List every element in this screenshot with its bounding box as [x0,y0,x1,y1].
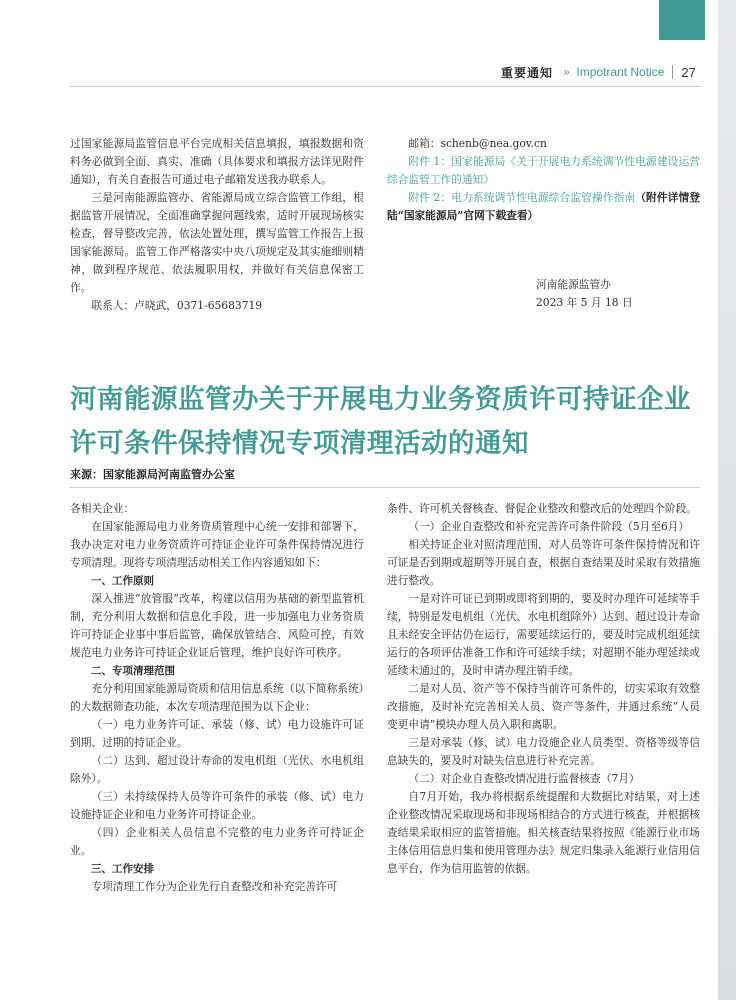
stage-heading: （二）对企业自查整改情况进行监督核查（7月） [408,772,640,785]
running-header [501,62,696,82]
section-title: 重要通知 [501,65,554,80]
paragraph: 在国家能源局电力业务资质管理中心统一安排和部署下，我办决定对电力业务资质许可持证企业许可条件保持情况进行专项清理。现将专项清理活动相关工作内容通知如下： [70,520,364,569]
salutation: 各相关企业： [70,502,135,515]
article-right-column [387,500,700,878]
email-line: 邮箱：schenb@nea.gov.cn [408,137,547,150]
header-divider [672,65,673,79]
attachment-2 [387,189,700,225]
signature-block [536,276,633,312]
attachment-2-note: （附件详情登陆“国家能源局”官网下载查看） [387,191,700,222]
article-source: 来源：国家能源局河南监管办公室 [70,468,235,481]
attachment-1: 附件 1：国家能源局《关于开展电力系统调节性电源建设运营综合监管工作的通知》 [387,155,700,186]
paragraph: 条件、许可机关督核查、督促企业整改和整改后的处理四个阶段。 [387,502,697,515]
corner-tab-decoration [659,0,705,40]
paragraph: 相关持证企业对照清理范围，对人员等许可条件保持情况和许可证是否到期或超期等开展自查，根据自查结果及时采取有效措施进行整改。 [387,538,700,587]
paragraph: 二是对人员、资产等不保持当前许可条件的，切实采取有效整改措施，及时补充完善相关人员、资产等条件，并通过系统“人员变更申请”模块办理人员入职和离职。 [387,682,700,731]
paragraph: 深入推进“放管服”改革，构建以信用为基础的新型监管机制，充分利用大数据和信息化手段，进一步加强电力业务资质许可持证企业事中事后监管，确保放管结合、风险可控，有效规范电力业务许可持证企业证后管理，维护良好许可秩序。 [70,592,364,659]
section-heading: 三、工作安排 [91,863,154,875]
signature-date: 2023 年 5 月 18 日 [536,296,633,309]
attachment-2-title: 附件 2：电力系统调节性电源综合监管操作指南 [408,191,636,204]
paragraph: 充分利用国家能源局资质和信用信息系统（以下简称系统）的大数据筛查功能，本次专项清理范围为以下企业： [70,682,364,713]
section-title-en: Impotrant Notice [576,65,665,79]
list-item: （一）电力业务许可证、承装（修、试）电力设施许可证到期、过期的持证企业。 [70,718,364,749]
list-item: （三）未持续保持人员等许可条件的承装（修、试）电力设施持证企业和电力业务许可持证企业。 [70,790,364,821]
signature-org: 河南能源监管办 [536,278,611,291]
paragraph: 专项清理工作分为企业先行自查整改和补充完善许可 [91,880,338,893]
page-edge-strip [718,0,736,1000]
page-number: 27 [681,64,696,80]
paragraph: 自7月开始，我办将根据系统提醒和大数据比对结果，对上述企业整改情况采取现场和非现场相结合的方式进行核查，并根据核查结果采取相应的监管措施。相关核查结果将按照《能源行业市场主体信用信息归集和使用管理办法》规定归集录入能源行业信用信息平台，作为信用监管的依据。 [387,790,700,875]
list-item: （二）达到、超过设计寿命的发电机组（光伏、水电机组除外）。 [70,754,364,785]
paragraph: 三是对承装（修、试）电力设施企业人员类型、资格等级等信息缺失的，要及时对缺失信息进行补充完善。 [387,736,700,767]
paragraph: 一是对许可证已到期或即将到期的，要及时办理许可延续等手续，特别是发电机组（光伏、水电机组除外）达到、超过设计寿命且未经安全评估仍在运行，需要延续运行的，要及时完成机组延续运行的各项评估准备工作和许可延续手续；对超期不能办理延续或延续未通过的，及时申请办理注销手续。 [387,592,700,677]
previous-article-left-column [70,135,364,315]
section-heading: 一、工作原则 [91,575,154,587]
stage-heading: （一）企业自查整改和补充完善许可条件阶段（5月至6月） [408,520,690,533]
article-left-column [70,500,364,896]
header-rule [70,86,700,87]
source-rule [70,487,700,488]
double-chevron-icon: » [563,65,571,79]
section-heading: 二、专项清理范围 [91,665,175,677]
article-title: 河南能源监管办关于开展电力业务资质许可持证企业许可条件保持情况专项清理活动的通知 [70,384,691,459]
previous-article-right-column [387,135,700,225]
list-item: （四）企业相关人员信息不完整的电力业务许可持证企业。 [70,826,364,857]
contact-line: 联系人：卢晓武，0371-65683719 [91,299,263,312]
paragraph: 过国家能源局监管信息平台完成相关信息填报，填报数据和资料务必做到全面、真实、准确（具体要求和填报方法详见附件通知），有关自查报告可通过电子邮箱发送我办联系人。 [70,137,364,186]
paragraph: 三是河南能源监管办、省能源局成立综合监管工作组，根据监管开展情况，全面准确掌握问题线索，适时开展现场核实检查，督导整改完善，依法处置处理，撰写监管工作报告上报国家能源局。监管工作严格落实中央八项规定及其实施细则精神，做到程序规范、依法履职用权，并做好有关信息保密工作。 [70,191,364,294]
